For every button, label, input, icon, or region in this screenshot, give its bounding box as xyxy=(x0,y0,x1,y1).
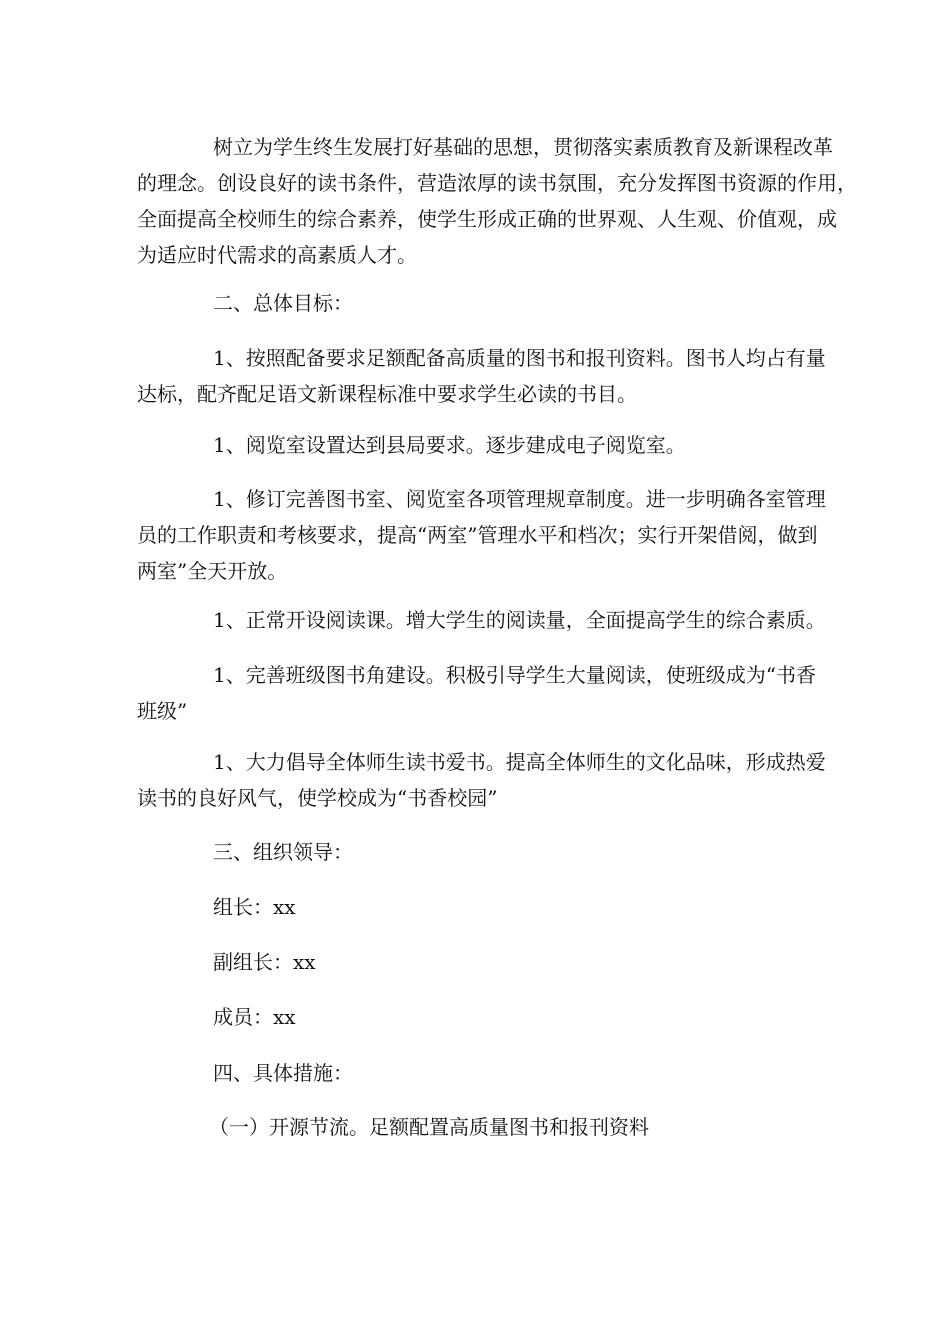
text-line: 1、按照配备要求足额配备高质量的图书和报刊资料。图书人均占有量 xyxy=(213,346,826,370)
goal-item xyxy=(137,340,826,412)
goal-item xyxy=(137,427,817,463)
text-line: 1、修订完善图书室、阅览室各项管理规章制度。进一步明确各室管理 xyxy=(213,487,826,511)
goal-item xyxy=(137,744,826,816)
text-line: 达标，配齐配足语文新课程标准中要求学生必读的书目。 xyxy=(137,382,637,406)
text-line: 的理念。创设良好的读书条件，营造浓厚的读书氛围，充分发挥图书资源的作用， xyxy=(137,171,857,195)
text-line: 副组长：xx xyxy=(213,950,316,974)
text-line: 成员：xx xyxy=(213,1005,296,1029)
intro-paragraph xyxy=(137,129,857,273)
text-line: 组长：xx xyxy=(213,895,296,919)
heading-line: （一）开源节流。足额配置高质量图书和报刊资料 xyxy=(209,1115,649,1139)
section-heading-leadership xyxy=(137,834,817,870)
text-line: 树立为学生终生发展打好基础的思想，贯彻落实素质教育及新课程改革 xyxy=(213,135,833,159)
goal-item xyxy=(137,602,826,638)
text-line: 1、完善班级图书角建设。积极引导学生大量阅读，使班级成为“书香 xyxy=(213,663,816,687)
heading-line: 三、组织领导： xyxy=(213,840,353,864)
text-line: 1、大力倡导全体师生读书爱书。提高全体师生的文化品味，形成热爱 xyxy=(213,750,826,774)
text-line: 班级” xyxy=(137,699,188,723)
members-entry xyxy=(137,999,817,1035)
text-line: 1、正常开设阅读课。增大学生的阅读量，全面提高学生的综合素质。 xyxy=(213,608,826,632)
text-line: 1、阅览室设置达到县局要求。逐步建成电子阅览室。 xyxy=(213,433,686,457)
section-heading-measures xyxy=(137,1055,817,1091)
heading-line: 二、总体目标： xyxy=(213,291,353,315)
text-line: 员的工作职责和考核要求，提高“两室”管理水平和档次；实行开架借阅，做到 xyxy=(137,523,818,547)
heading-line: 四、具体措施： xyxy=(213,1061,353,1085)
text-line: 两室”全天开放。 xyxy=(137,559,288,583)
text-line: 读书的良好风气，使学校成为“书香校园” xyxy=(137,786,498,810)
text-line: 为适应时代需求的高素质人才。 xyxy=(137,243,417,267)
leader-entry xyxy=(137,889,817,925)
text-line: 全面提高全校师生的综合素养，使学生形成正确的世界观、人生观、价值观，成 xyxy=(137,207,837,231)
goal-item xyxy=(137,481,826,589)
goal-item xyxy=(137,657,817,729)
deputy-leader-entry xyxy=(137,944,817,980)
section-heading-goals xyxy=(137,285,817,321)
subsection-heading xyxy=(137,1109,817,1145)
